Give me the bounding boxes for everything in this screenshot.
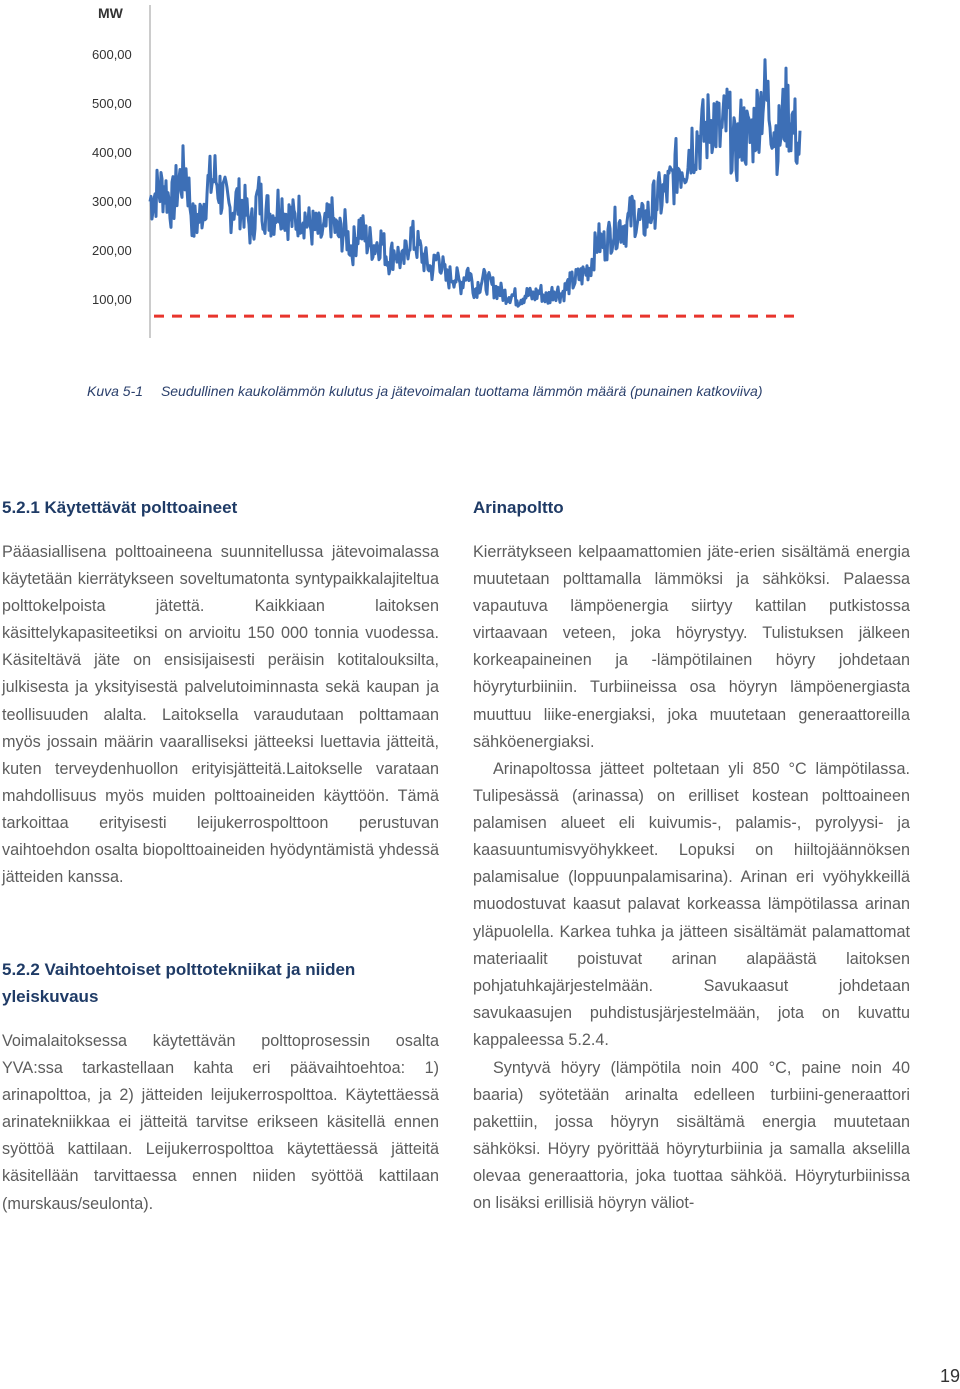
section-heading-grate-firing: Arinapoltto: [473, 498, 564, 517]
caption-text: Seudullinen kaukolämmön kulutus ja jätevoimalan tuottama lämmön määrä (punainen katkoviiva): [160, 383, 763, 399]
y-tick-label: 600,00: [92, 47, 132, 62]
heat-demand-chart: [80, 0, 840, 345]
grate-firing-paragraph-3: Syntyvä höyry (lämpötila noin 400 °C, paine noin 40 baaria) syötetään arinalta edelleen turbiini-generaattori pakettiin, jossa höyryn sisältämä energia muutetaan sähköksi. Höyry pyörittää höyryturbiinia ja samalla akselilla olevaa generaattoria, joka tuottaa sähköä. Höyryturbiinissa on lisäksi erillisiä höyryn väliot-: [473, 1059, 910, 1213]
page-number: 19: [939, 1366, 960, 1386]
fuels-paragraph: Pääasiallisena polttoaineena suunnitellussa jätevoimalassa käytetään kierrätykseen soveltumatonta syntypaikkalajiteltua polttokelpoista jätettä. Kaikkiaan laitoksen käsittelykapasiteetiksi on arvioitu 150 000 tonnia vuodessa. Käsiteltävä jäte on ensisijaisesti peräisin kotitalouksilta, julkisesta ja yksityisestä palvelutoiminnasta sekä kaupan ja teollisuuden alalta. Laitoksella varaudutaan polttamaan myös jossain määrin vaaralliseksi jätteeksi luettavia jätteitä, kuten terveydenhuollon erityisjätteitä.Laitokselle varataan mahdollisuus myös muiden polttoaineiden käyttöön. Tämä tarkoittaa erityisesti leijukerrospolttoon perustuvan vaihtoehdon osalta biopolttoaineiden hyödyntämistä yhdessä jätteiden kanssa.: [2, 543, 439, 887]
combustion-tech-paragraph: Voimalaitoksessa käytettävän polttoprosessin osalta YVA:ssa tarkastellaan kahta eri päävaihtoehtoa: 1) arinapolttoa, ja 2) jätteiden leijukerrospolttoa. Käytettäessä arinatekniikkaa ei jätteitä tarvitse erikseen käsitellä ennen syöttöä kattilaan. Leijukerrospolttoa käytettäessä jätteitä käsitellään tarvittaessa ennen niiden syöttöä kattilaan (murskaus/seulonta).: [2, 1032, 439, 1213]
y-tick-label: 500,00: [92, 96, 132, 111]
grate-firing-paragraph-2: Arinapoltossa jätteet poltetaan yli 850 °C lämpötilassa. Tulipesässä (arinassa) on erilliset kostean polttoaineen palamisen alueet eli kuivumis-, palamis-, pyrolyysi- ja kaasuuntumisvyöhykkeet. Lopuksi on hiiltojäännöksen palamisalue (loppuunpalamisarina). Arinan eri vyöhykkeillä muodostuvat kaasut palavat korkeassa lämpötilassa arinan yläpuolella. Karkea tuhka ja jätteen sisältämät palamattomat materiaalit poistuvat arinan alapäästä laitoksen pohjatuhkajärjestelmään. Savukaasut johdetaan savukaasujen puhdistusjärjestelmään, jota on kuvattu kappaleessa 5.2.4.: [473, 760, 910, 1049]
series-demand-line: [150, 60, 800, 306]
grate-firing-paragraph-1: Kierrätykseen kelpaamattomien jäte-erien sisältämä energia muutetaan polttamalla lämmöksi ja sähköksi. Palaessa vapautuva lämpöenergia siirtyy kattilan putkistossa virtaavaan veteen, joka höyrystyy. Tulistuksen jälkeen korkeapaineinen ja -lämpötilainen höyry johdetaan höyryturbiiniin. Turbiineissa osa höyryn lämpöenergiasta muuttuu liike-energiaksi, joka muutetaan generaattoreilla sähköenergiaksi.: [473, 543, 910, 751]
y-tick-label: 100,00: [92, 292, 132, 307]
y-tick-label: 400,00: [92, 145, 132, 160]
section-heading-combustion-tech: 5.2.2 Vaihtoehtoiset polttotekniikat ja niiden yleiskuvaus: [2, 960, 356, 1006]
section-heading-fuels: 5.2.1 Käytettävät polttoaineet: [2, 498, 238, 517]
y-axis-unit-label: MW: [98, 5, 123, 21]
y-tick-label: 200,00: [92, 243, 132, 258]
caption-label: Kuva 5-1: [87, 383, 144, 399]
figure-caption: [87, 383, 762, 399]
y-tick-label: 300,00: [92, 194, 132, 209]
